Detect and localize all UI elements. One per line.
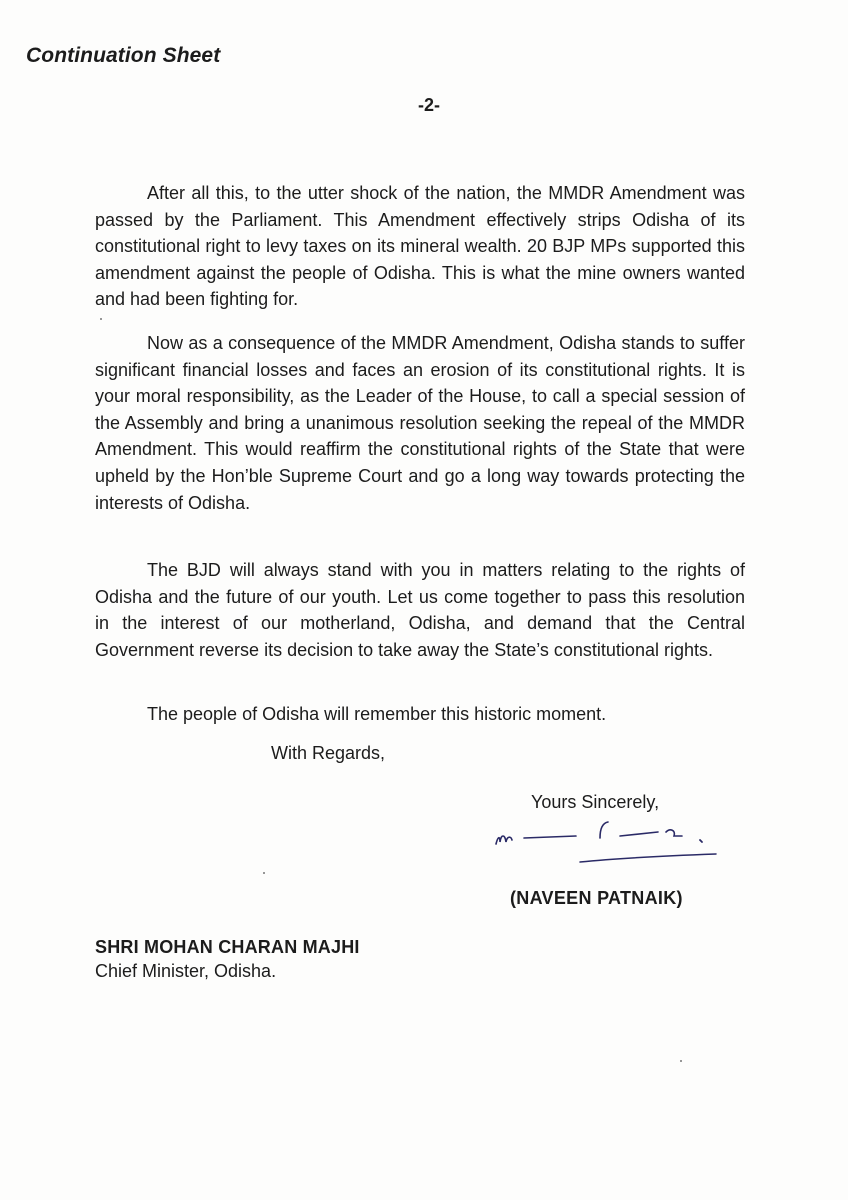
body-paragraph-1: After all this, to the utter shock of the nation, the MMDR Amendment was passed by the Parliament. This Amendment effectively strips Odisha of its constitutional right to levy taxes on its mineral wealth. 20 BJP MPs supported this amendment against the people of Odisha. This is what the mine owners wanted and had been fighting for. [95,183,745,310]
addressee-name: SHRI MOHAN CHARAN MAJHI [95,937,360,957]
closing-line: The people of Odisha will remember this historic moment. [147,704,607,724]
page-number: -2- [418,95,440,115]
body-paragraph-2: Now as a consequence of the MMDR Amendment, Odisha stands to suffer significant financial losses and faces an erosion of its constitutional rights. It is your moral responsibility, as the Leader of the House, to call a special session of the Assembly and bring a unanimous resolution seeking the repeal of the MMDR Amendment. This would reaffirm the constitutional rights of the State that were upheld by the Hon’ble Supreme Court and go a long way towards protecting the interests of Odisha. [95,333,745,513]
paper-speck [100,318,102,320]
handwritten-signature-icon [490,812,730,872]
paper-speck [263,872,265,874]
signer-name: (NAVEEN PATNAIK) [510,888,683,908]
yours-sincerely: Yours Sincerely, [531,792,660,812]
sheet-label: Continuation Sheet [26,44,221,67]
addressee-title: Chief Minister, Odisha. [95,961,277,981]
paper-speck [680,1060,682,1062]
body-paragraph-3: The BJD will always stand with you in matters relating to the rights of Odisha and the future of our youth. Let us come together to pass this resolution in the interest of our motherland, Odisha, and demand that the Central Government reverse its decision to take away the State’s constitutional rights. [95,560,745,660]
regards-line: With Regards, [271,743,386,763]
